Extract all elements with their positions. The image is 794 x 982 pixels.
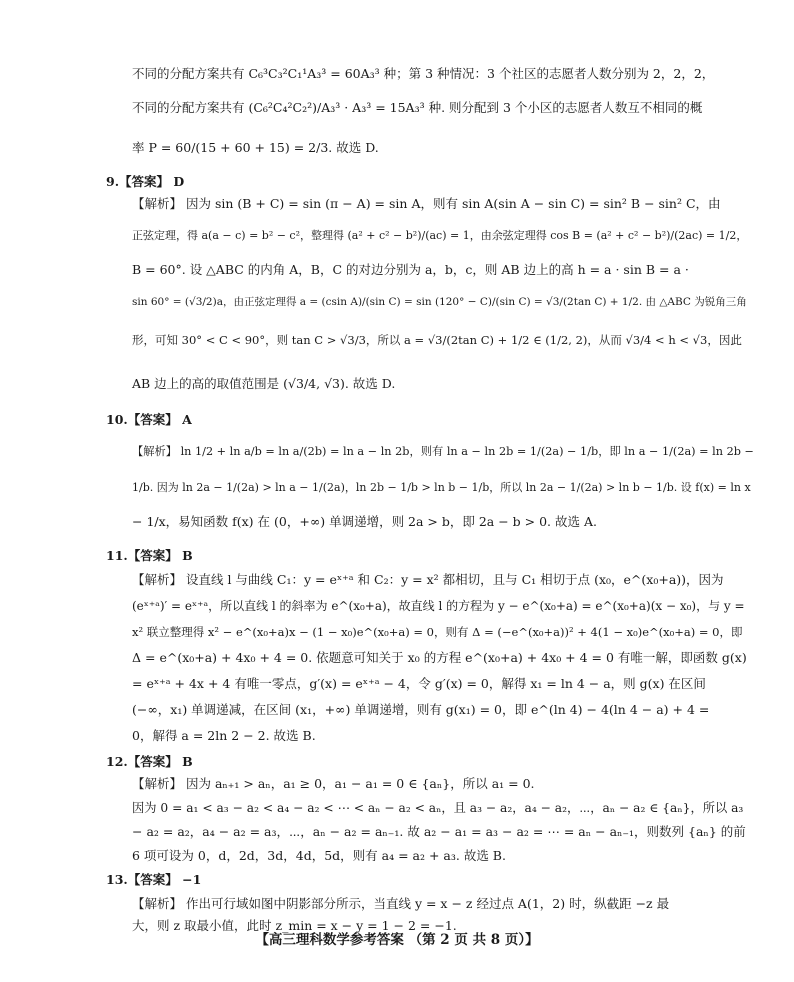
solution-line: − a₂ = a₂，a₄ − a₂ = a₃，⋯，aₙ − a₂ = aₙ₋₁. 故 a₂ − a₁ = a₃ − a₂ = ⋯ = aₙ − aₙ₋₁，则数列 {aₙ} 的前 bbox=[132, 824, 746, 839]
solution-line: 不同的分配方案共有 (C₆²C₄²C₂²)/A₃³ · A₃³ = 15A₃³ 种. 则分配到 3 个小区的志愿者人数互不相同的概 bbox=[132, 100, 703, 115]
solution-line: AB 边上的高的取值范围是 (√3/4, √3). 故选 D. bbox=[132, 376, 396, 391]
solution-line: x² 联立整理得 x² − e^(x₀+a)x − (1 − x₀)e^(x₀+a) = 0，则有 Δ = (−e^(x₀+a))² + 4(1 − x₀)e^(x₀+a) = 0，即 bbox=[132, 625, 743, 639]
solution-line: 0，解得 a = 2ln 2 − 2. 故选 B. bbox=[132, 728, 316, 743]
solution-line: 正弦定理，得 a(a − c) = b² − c²，整理得 (a² + c² − b²)/(ac) = 1，由余弦定理得 cos B = (a² + c² − b²)/(2ac) = 1/2， bbox=[132, 229, 748, 242]
answer-heading: 9.【答案】 D bbox=[106, 174, 185, 189]
solution-line: 率 P = 60/(15 + 60 + 15) = 2/3. 故选 D. bbox=[132, 140, 379, 155]
solution-line: (−∞，x₁) 单调递减，在区间 (x₁，+∞) 单调递增，则有 g(x₁) = 0，即 e^(ln 4) − 4(ln 4 − a) + 4 = bbox=[132, 702, 710, 717]
answer-heading: 11.【答案】 B bbox=[106, 548, 193, 563]
answer-heading: 12.【答案】 B bbox=[106, 754, 193, 769]
solution-line: 因为 0 = a₁ < a₃ − a₂ < a₄ − a₂ < ⋯ < aₙ − a₂ < aₙ，且 a₃ − a₂，a₄ − a₂，⋯，aₙ − a₂ ∈ {aₙ}，所以 a₃ bbox=[132, 801, 744, 815]
solution-line: (eˣ⁺ᵃ)′ = eˣ⁺ᵃ，所以直线 l 的斜率为 e^(x₀+a)，故直线 l 的方程为 y − e^(x₀+a) = e^(x₀+a)(x − x₀)，与 y = bbox=[132, 599, 745, 613]
solution-line: 1/b. 因为 ln 2a − 1/(2a) > ln a − 1/(2a)，ln 2b − 1/b > ln b − 1/b，所以 ln 2a − 1/(2a) > ln b − 1/b. 设 f(x) = ln x bbox=[132, 481, 751, 494]
solution-line: 【解析】 因为 sin (B + C) = sin (π − A) = sin A，则有 sin A(sin A − sin C) = sin² B − sin² C，由 bbox=[132, 196, 721, 211]
solution-line: Δ = e^(x₀+a) + 4x₀ + 4 = 0. 依题意可知关于 x₀ 的方程 e^(x₀+a) + 4x₀ + 4 = 0 有唯一解，即函数 g(x) bbox=[132, 650, 747, 665]
solution-line: 不同的分配方案共有 C₆³C₃²C₁¹A₃³ = 60A₃³ 种；第 3 种情况：3 个社区的志愿者人数分别为 2，2，2， bbox=[132, 66, 715, 81]
solution-line: 6 项可设为 0，d，2d，3d，4d，5d，则有 a₄ = a₂ + a₃. 故选 B. bbox=[132, 848, 506, 863]
solution-line: = eˣ⁺ᵃ + 4x + 4 有唯一零点，g′(x) = eˣ⁺ᵃ − 4，令 g′(x) = 0，解得 x₁ = ln 4 − a，则 g(x) 在区间 bbox=[132, 676, 706, 691]
solution-line: B = 60°. 设 △ABC 的内角 A，B，C 的对边分别为 a，b，c，则 AB 边上的高 h = a · sin B = a · bbox=[132, 262, 689, 277]
solution-line: 【解析】 因为 aₙ₊₁ > aₙ，a₁ ≥ 0，a₁ − a₁ = 0 ∈ {aₙ}，所以 a₁ = 0. bbox=[132, 776, 535, 791]
solution-line: 大，则 z 取最小值，此时 z_min = x − y = 1 − 2 = −1. bbox=[132, 918, 457, 933]
solution-line: 形，可知 30° < C < 90°，则 tan C > √3/3，所以 a = √3/(2tan C) + 1/2 ∈ (1/2, 2)，从而 √3/4 < h < √3，因此 bbox=[132, 333, 742, 347]
solution-line: sin 60° = (√3/2)a，由正弦定理得 a = (csin A)/(sin C) = sin (120° − C)/(sin C) = √3/(2tan C) + 1/2. 由 △ABC 为锐角三角 bbox=[132, 296, 747, 308]
page-footer: 【高三理科数学参考答案 （第 2 页 共 8 页）】 bbox=[255, 932, 539, 948]
answer-heading: 13.【答案】 −1 bbox=[106, 872, 202, 887]
solution-line: − 1/x，易知函数 f(x) 在 (0，+∞) 单调递增，则 2a > b，即 2a − b > 0. 故选 A. bbox=[132, 514, 597, 529]
solution-line: 【解析】 作出可行域如图中阴影部分所示，当直线 y = x − z 经过点 A(1，2) 时，纵截距 −z 最 bbox=[132, 896, 670, 911]
solution-line: 【解析】 设直线 l 与曲线 C₁：y = eˣ⁺ᵃ 和 C₂：y = x² 都相切，且与 C₁ 相切于点 (x₀，e^(x₀+a))，因为 bbox=[132, 572, 724, 587]
solution-line: 【解析】 ln 1/2 + ln a/b = ln a/(2b) = ln a − ln 2b，则有 ln a − ln 2b = 1/(2a) − 1/b，即 ln a − 1/(2a) = ln 2b − bbox=[132, 445, 754, 458]
answer-heading: 10.【答案】 A bbox=[106, 412, 192, 427]
